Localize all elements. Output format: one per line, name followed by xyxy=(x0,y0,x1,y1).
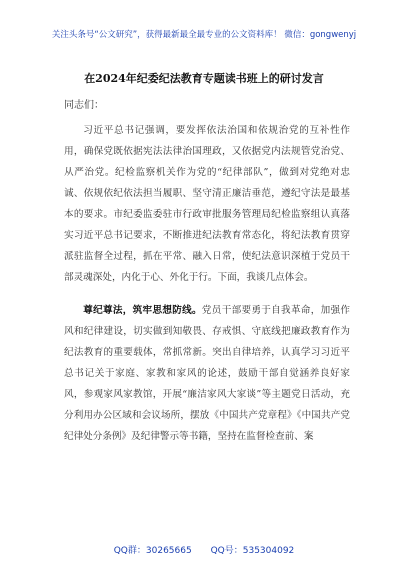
paragraph-2-lead: 尊纪尊法，筑牢思想防线。 xyxy=(83,305,202,316)
paragraph-2-text: 党员干部要勇于自我革命，加强作风和纪律建设，切实做到知敬畏、存戒惧、守底线把廉政教育作为纪法教育的重要载体，常抓常新。突出自律培养，认真学习习近平总书记关于家庭、家教和家风的论述，鼓励干部自觉涵养良好家风，参观家风家教馆，开展“廉洁家风大家谈”等主题党日活动，充分利用办公区域和会议场所，摆放《中国共产党章程》《中国共产党纪律处分条例》及纪律警示等书籍，坚持在监督检查前、案 xyxy=(64,305,351,442)
paragraph-1 xyxy=(64,120,350,288)
footer-note xyxy=(0,543,408,556)
header-note: 关注头条号“公文研究”，获得最新最全最专业的公文资料库！ 微信：gongwenyj xyxy=(51,30,357,40)
paragraph-1-text: 习近平总书记强调，要发挥依法治国和依规治党的互补性作用，确保党既依据宪法法律治国理政，又依据党内法规管党治党、从严治党。纪检监察机关作为党的“纪律部队”，做到对党绝对忠诚、依规依纪依法担当履职、坚守清正廉洁垂范，遵纪守法是最基本的要求。市纪委监委驻市行政审批服务管理局纪检监察组认真落实习近平总书记要求，不断推进纪法教育常态化，将纪法教育贯穿派驻监督全过程，抓在平常、融入日常，使纪法意识深植于党员干部灵魂深处，内化于心、外化于行。下面，我谈几点体会。 xyxy=(64,125,350,283)
footer-qq-group: QQ群：30265665 xyxy=(113,546,192,556)
footer-qq-number: QQ号：535304092 xyxy=(210,546,295,556)
document-title: 在2024年纪委纪法教育专题读书班上的研讨发言 xyxy=(84,72,324,85)
paragraph-2 xyxy=(64,300,350,447)
salutation: 同志们： xyxy=(64,100,104,111)
document-body xyxy=(64,120,350,459)
